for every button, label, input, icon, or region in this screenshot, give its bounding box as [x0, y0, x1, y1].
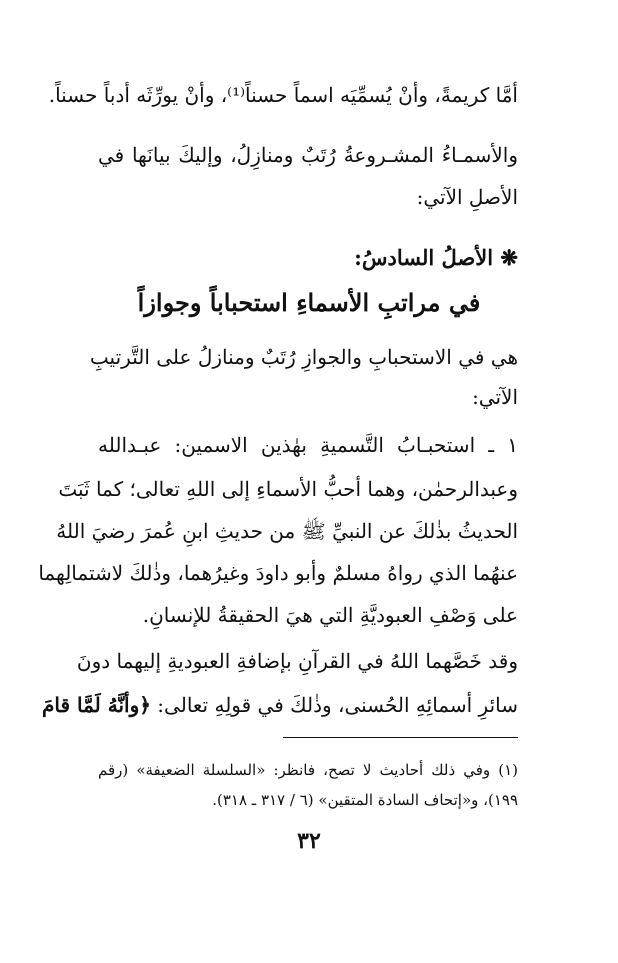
item-line: وعبدالرحمٰن، وهما أحبُّ الأسماءِ إلى اللهِ تعالى؛ كما ثَبَتَ	[58, 477, 518, 501]
intro-line: الآتي:	[472, 385, 518, 409]
section-heading: ❋ الأصلُ السادسُ:	[354, 245, 518, 270]
intro-line: هي في الاستحبابِ والجوازِ رُتَبٌ ومنازلُ على التَّرتيبِ	[89, 345, 518, 369]
item-line: الحديثُ بذٰلكَ عن النبيِّ ﷺ من حديثِ ابنِ عُمرَ رضيَ اللهُ	[56, 519, 518, 543]
footnote-divider	[283, 737, 518, 738]
paragraph-line: وقد خَصَّهما اللهُ في القرآنِ بإضافةِ العبوديةِ إليهما دونَ	[76, 649, 518, 673]
section-subheading: في مراتبِ الأسماءِ استحباباً وجوازاً	[137, 288, 481, 317]
item-line: على وَصْفِ العبوديَّةِ التي هيَ الحقيقةُ للإنسانِ.	[142, 603, 518, 627]
footnote-line: (١) وفي ذلك أحاديث لا تصح، فانظر: «السلسلة الضعيفة» (رقم	[98, 761, 518, 779]
body-line: أمَّا كريمةً، وأنْ يُسمِّيَه اسماً حسناً⁽¹⁾، وأنْ يورِّثَه أدباً حسناً.	[48, 83, 518, 107]
item-line: ١ ـ استحبـابُ التَّسميةِ بهٰذين الاسمين: عبـدالله	[98, 433, 518, 457]
paragraph-text: سائرِ أسمائِهِ الحُسنى، وذٰلكَ في قولِهِ تعالى:	[150, 693, 518, 717]
quran-quote: ﴿وأنَّهُ لَمَّا قامَ	[42, 693, 151, 717]
item-line: عنهُما الذي رواهُ مسلمٌ وأبو داودَ وغيرُهما، وذٰلكَ لاشتمالِهما	[38, 561, 518, 585]
footnote-line: ١٩٩)، و«إتحاف السادة المتقين» (٦ / ٣١٧ ـ ٣١٨).	[212, 791, 518, 809]
body-line: والأسمـاءُ المشـروعةُ رُتَبٌ ومنازِلُ، وإليكَ بيانَها في	[98, 143, 518, 167]
page-number: ٣٢	[297, 828, 321, 854]
body-line: الأصلِ الآتي:	[416, 185, 518, 209]
paragraph-line	[42, 688, 518, 722]
